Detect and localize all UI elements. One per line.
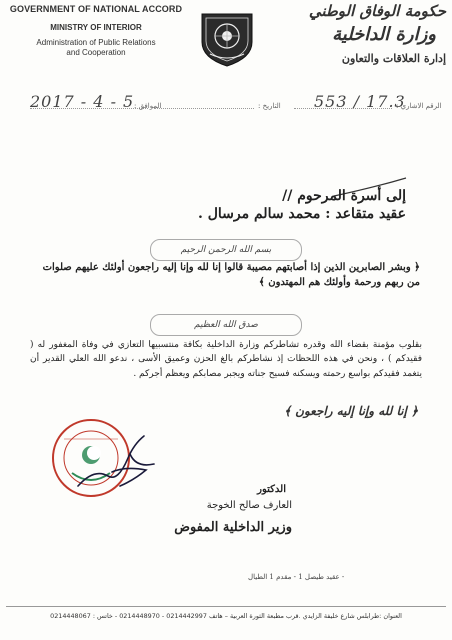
- bismillah-cartouche: بسم الله الرحمن الرحيم: [150, 239, 302, 261]
- date-dotted-line: [30, 108, 148, 109]
- signer-prefix: الدكتور: [257, 484, 286, 495]
- footer-address: العنوان :طرابلس شارع خليفة الزايدي .قرب مطبعة الثورة العربية – هاتف 0214442997 - 0214448970 - خاتس : 0214448067: [50, 612, 402, 620]
- header-arabic: [286, 2, 446, 66]
- ministry-emblem-icon: [196, 8, 258, 68]
- footer-divider: [6, 606, 446, 607]
- date-label: التاريخ :: [258, 102, 281, 110]
- closing-phrase: ﴿ إنا لله وإنا إليه راجعون ﴾: [283, 404, 418, 418]
- addressee-name: عقيد متقاعد : محمد سالم مرسال .: [197, 206, 406, 222]
- date-value: 2017 - 4 - 5: [30, 92, 135, 111]
- header-en-cooperation: and Cooperation: [66, 48, 126, 57]
- signer-title: وزير الداخلية المفوض: [174, 520, 292, 535]
- header-en-government: GOVERNMENT OF NATIONAL ACCORD: [9, 4, 183, 14]
- hijri-date-dotted-line: [154, 108, 254, 109]
- header-ar-government: حكومة الوفاق الوطني: [308, 2, 446, 20]
- reference-label: الرقم الاشاري :: [396, 102, 442, 110]
- quran-verse: ﴿ وبشر الصابرين الذين إذا أصابتهم مصيبة قالوا إنا لله وإنا إليه راجعون أولئك عليهم صلوات من ربهم ورحمة وأولئك هم المهتدون ﴾: [42, 262, 420, 288]
- signer-name: العارف صالح الخوجة: [206, 500, 292, 511]
- reference-dotted-line: [294, 108, 392, 109]
- carbon-copy-line: - عقيد طيصل 1 - مقدم 1 الطيال: [248, 573, 345, 581]
- header-english: [6, 4, 186, 57]
- condolence-paragraph: بقلوب مؤمنة بقضاء الله وقدره تشاطركم وزارة الداخلية بكافة منتسبيها التعازي في وفاة المغفور له ( فقيدكم ) ، ونحن في هذه اللحظات إذ نشاطركم بالغ الحزن وعميق الأسى ، ندعو الله العلي القدير أن يتغمد فقيدكم بواسع رحمته ويسكنه فسيح جناته ويجبر مصابكم ويعظم أجركم .: [30, 340, 422, 379]
- header-en-ministry: MINISTRY OF INTERIOR: [50, 23, 142, 32]
- reference-number: 553 / 17.3: [314, 92, 406, 111]
- sadaqa-cartouche: صدق الله العظيم: [150, 314, 302, 336]
- corresponding-label: الموافق :: [134, 102, 162, 110]
- reference-row: [8, 92, 444, 116]
- header-ar-ministry: وزارة الداخلية: [332, 24, 436, 45]
- handwritten-signature: [74, 428, 164, 498]
- header-ar-administration: إدارة العلاقات والتعاون: [341, 52, 446, 65]
- addressee-family: إلى أسرة المرحوم //: [282, 188, 406, 204]
- header-en-administration: Administration of Public Relations: [36, 38, 156, 47]
